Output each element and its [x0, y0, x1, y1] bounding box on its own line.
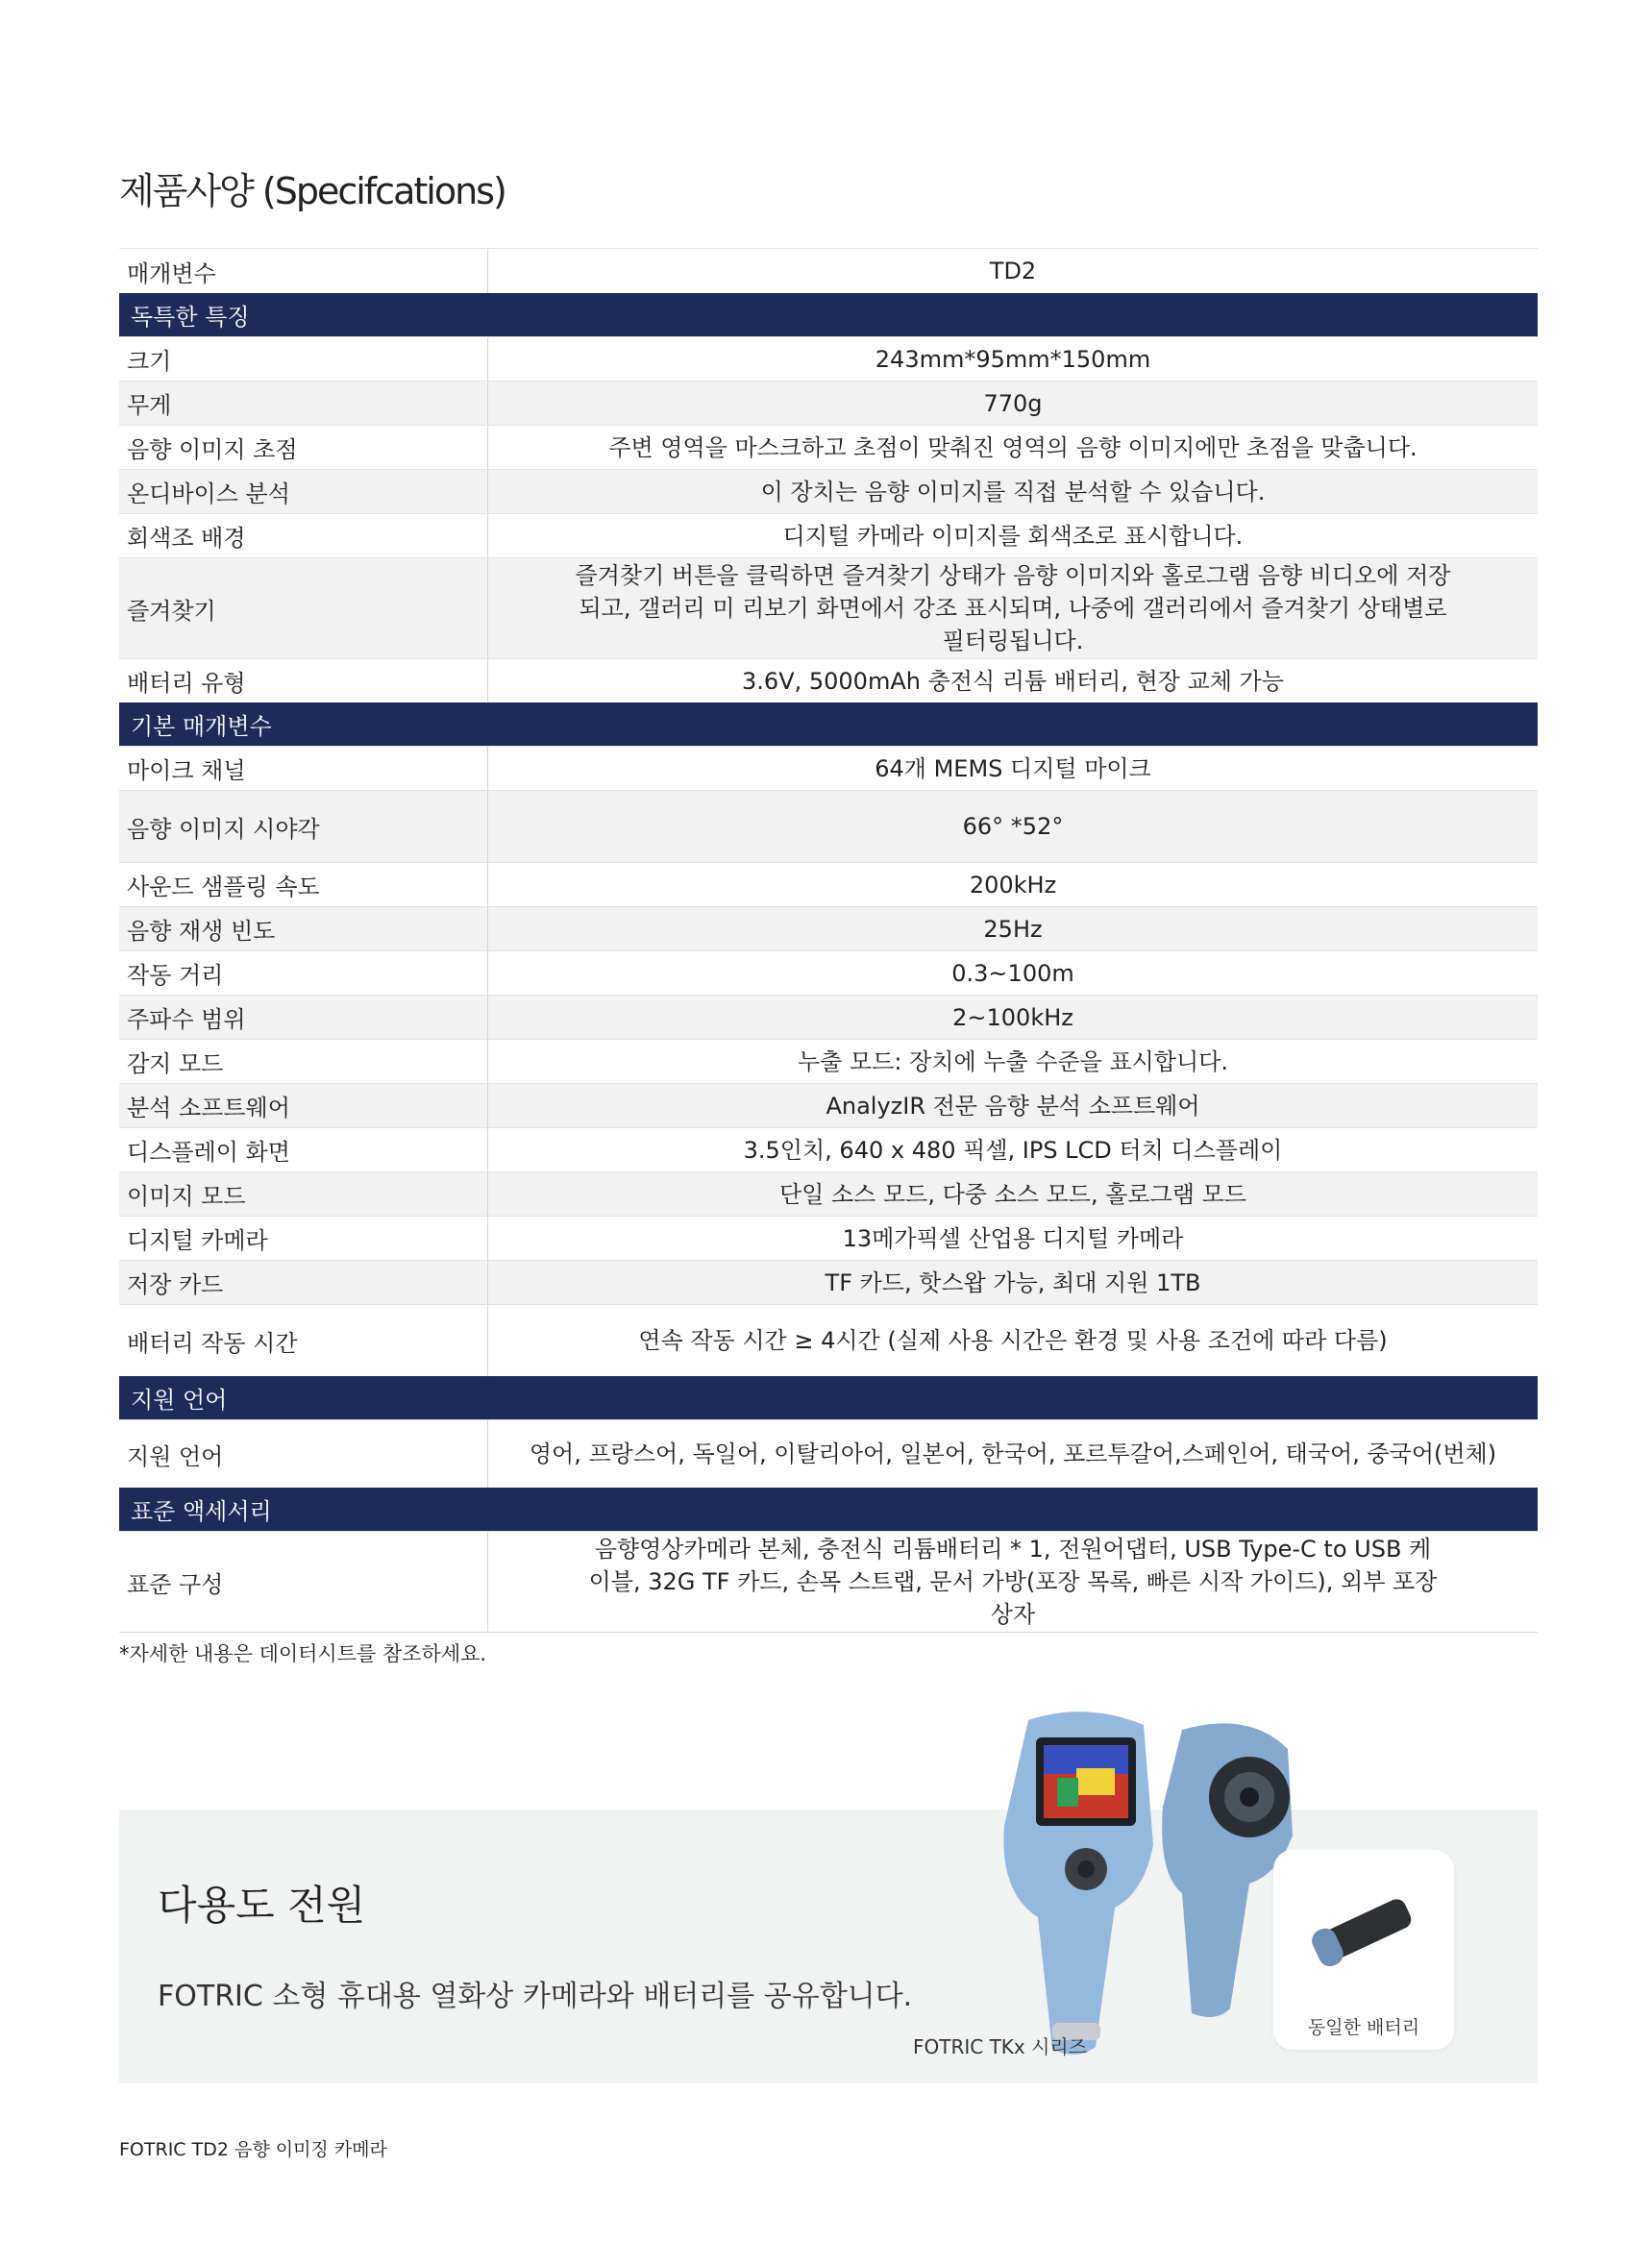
row-label: 음향 이미지 초점 — [119, 426, 488, 469]
row-label: 이미지 모드 — [119, 1172, 488, 1216]
row-label: 온디바이스 분석 — [119, 470, 488, 513]
row-label: 디지털 카메라 — [119, 1217, 488, 1260]
row-label: 표준 구성 — [119, 1532, 488, 1632]
section-header: 기본 매개변수 — [119, 702, 1538, 746]
table-header-row — [119, 248, 1538, 293]
row-value: 25Hz — [983, 915, 1043, 943]
row-value: TF 카드, 핫스왑 가능, 최대 지원 1TB — [825, 1268, 1201, 1296]
row-value: AnalyzIR 전문 음향 분석 소프트웨어 — [826, 1092, 1200, 1120]
table-row — [119, 1083, 1538, 1127]
row-value: 0.3~100m — [951, 959, 1074, 987]
row-label: 배터리 작동 시간 — [119, 1305, 488, 1376]
row-label: 사운드 샘플링 속도 — [119, 863, 488, 906]
row-value: 13메가픽셀 산업용 디지털 카메라 — [842, 1224, 1184, 1252]
footnote: *자세한 내용은 데이터시트를 참조하세요. — [119, 1642, 487, 1665]
row-label: 무게 — [119, 382, 488, 425]
section-header: 지원 언어 — [119, 1376, 1538, 1419]
row-value: 디지털 카메라 이미지를 회색조로 표시합니다. — [782, 522, 1244, 550]
page-footer: FOTRIC TD2 음향 이미징 카메라 — [119, 2139, 387, 2160]
promo-subtitle: FOTRIC 소형 휴대용 열화상 카메라와 배터리를 공유합니다. — [158, 1980, 913, 2013]
row-label: 즐겨찾기 — [119, 558, 488, 658]
row-label: 크기 — [119, 337, 488, 381]
row-value: 단일 소스 모드, 다중 소스 모드, 홀로그램 모드 — [779, 1180, 1246, 1208]
table-row — [119, 1171, 1538, 1216]
row-label: 지원 언어 — [119, 1420, 488, 1488]
row-value: 즐겨찾기 버튼을 클릭하면 즐겨찾기 상태가 음향 이미지와 홀로그램 음향 비디오에 저장되고, 갤러리 미 리보기 화면에서 강조 표시되며, 나중에 갤러리에서 즐겨찾기 상태별로 필터링됩니다. — [575, 562, 1451, 654]
table-row — [119, 557, 1538, 658]
table-bottom-rule — [119, 1632, 1538, 1633]
table-row — [119, 1531, 1538, 1632]
row-label: 분석 소프트웨어 — [119, 1084, 488, 1127]
table-row — [119, 1260, 1538, 1304]
row-value: 66° *52° — [962, 813, 1064, 840]
row-value: 3.5인치, 640 x 480 픽셀, IPS LCD 터치 디스플레이 — [743, 1136, 1283, 1164]
page-title: 제품사양 (Specifcations) — [119, 170, 505, 212]
row-label: 작동 거리 — [119, 951, 488, 995]
header-value: TD2 — [989, 258, 1037, 284]
row-value: 3.6V, 5000mAh 충전식 리튬 배터리, 현장 교체 가능 — [742, 667, 1284, 695]
table-row — [119, 336, 1538, 381]
table-row — [119, 381, 1538, 425]
table-row — [119, 790, 1538, 862]
row-value: 243mm*95mm*150mm — [875, 345, 1151, 373]
table-row — [119, 469, 1538, 513]
row-value: 주변 영역을 마스크하고 초점이 맞춰진 영역의 음향 이미지에만 초점을 맞춥니다. — [608, 433, 1418, 461]
row-label: 회색조 배경 — [119, 514, 488, 557]
row-value: 200kHz — [969, 871, 1057, 899]
table-row — [119, 1419, 1538, 1488]
table-row — [119, 1039, 1538, 1083]
table-row — [119, 658, 1538, 702]
section-header: 표준 액세서리 — [119, 1488, 1538, 1531]
table-row — [119, 950, 1538, 995]
row-value: 영어, 프랑스어, 독일어, 이탈리아어, 일본어, 한국어, 포르투갈어,스페인어, 태국어, 중국어(번체) — [529, 1441, 1497, 1467]
row-value: 누출 모드: 장치에 누출 수준을 표시합니다. — [798, 1047, 1228, 1075]
row-label: 디스플레이 화면 — [119, 1128, 488, 1171]
table-row — [119, 995, 1538, 1039]
table-row — [119, 906, 1538, 950]
row-label: 주파수 범위 — [119, 996, 488, 1039]
header-label: 매개변수 — [119, 249, 488, 293]
table-row — [119, 425, 1538, 469]
table-row — [119, 1216, 1538, 1260]
promo-title: 다용도 전원 — [158, 1882, 366, 1929]
camera-caption: FOTRIC TKx 시리즈 — [913, 2035, 1088, 2058]
row-value: 음향영상카메라 본체, 충전식 리튬배터리 * 1, 전원어댑터, USB Type-C to USB 케이블, 32G TF 카드, 손목 스트랩, 문서 가방(포장 목록, 빠른 시작 가이드), 외부 포장 상자 — [588, 1536, 1438, 1628]
row-label: 배터리 유형 — [119, 659, 488, 702]
spec-table — [119, 248, 1538, 1633]
row-value: 2~100kHz — [952, 1003, 1073, 1031]
row-value: 이 장치는 음향 이미지를 직접 분석할 수 있습니다. — [760, 478, 1266, 505]
battery-card — [1273, 1850, 1454, 2050]
row-value: 연속 작동 시간 ≥ 4시간 (실제 사용 시간은 환경 및 사용 조건에 따라 다름) — [638, 1327, 1388, 1354]
table-row — [119, 1127, 1538, 1171]
row-label: 음향 재생 빈도 — [119, 907, 488, 950]
table-row — [119, 513, 1538, 557]
camera-front — [1003, 1712, 1153, 2055]
section-header: 독특한 특징 — [119, 293, 1538, 336]
table-row — [119, 746, 1538, 790]
row-label: 감지 모드 — [119, 1040, 488, 1083]
battery-caption: 동일한 배터리 — [1307, 2017, 1420, 2038]
table-row — [119, 862, 1538, 906]
row-value: 770g — [983, 389, 1043, 417]
battery-icon — [1273, 1850, 1454, 2004]
row-label: 마이크 채널 — [119, 747, 488, 790]
table-row — [119, 1304, 1538, 1376]
row-label: 음향 이미지 시야각 — [119, 791, 488, 862]
row-value: 64개 MEMS 디지털 마이크 — [875, 754, 1151, 782]
row-label: 저장 카드 — [119, 1261, 488, 1304]
